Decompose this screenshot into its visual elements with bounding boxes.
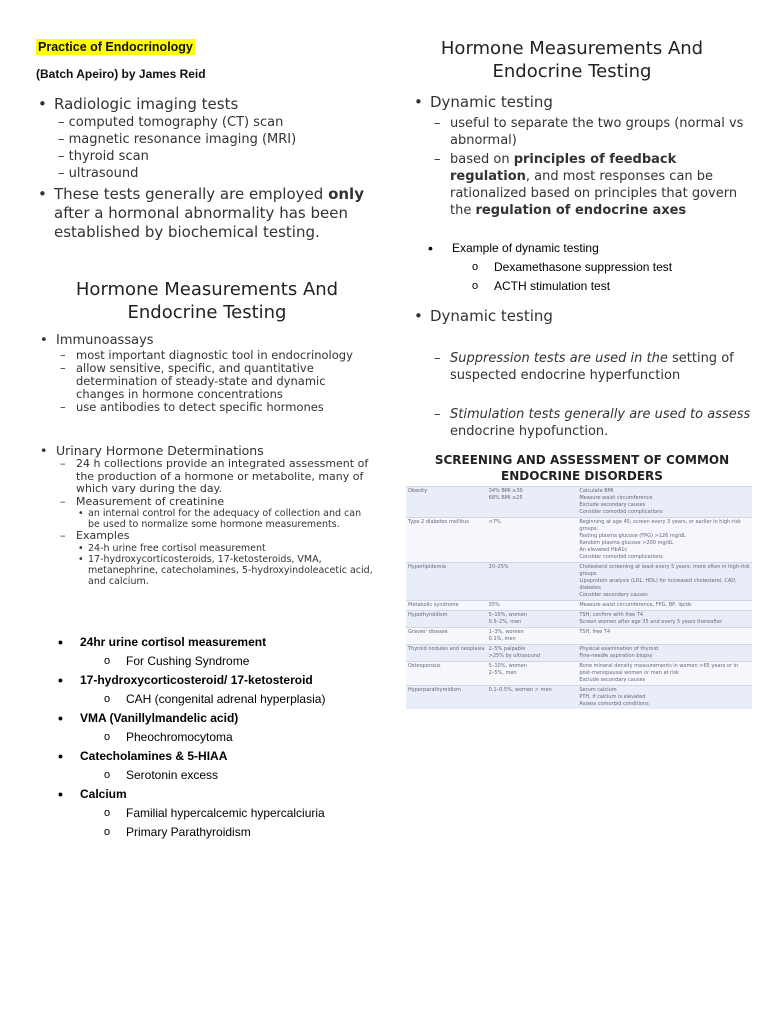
screening-disorder: Thyroid nodules and neoplasia	[408, 646, 485, 652]
urinary-bullet: • Urinary Hormone Determinations	[40, 443, 376, 458]
immunoassay-item: – use antibodies to detect specific hormones	[60, 400, 324, 414]
screening-strategy: Measure waist circumference, FPG, BP, lipids	[579, 602, 692, 608]
screening-prevalence: >7%	[488, 519, 501, 525]
screening-strategy: Calculate BMI Measure waist circumference Exclude secondary causes Consider comorbid complications	[579, 488, 663, 515]
dynamic-testing-slide	[414, 93, 754, 219]
notes-list	[34, 633, 380, 842]
screening-strategy: Beginning at age 45, screen every 3 years, or earlier in high-risk groups: Fasting plasma glucose (FPG) >126 mg/dL Random plasma glucose >200 mg/dL An elevated HbA1c Consider comorbid complications	[579, 519, 741, 560]
stimulation-item: – Stimulation tests generally are used to assess endocrine hypofunction.	[434, 407, 751, 439]
note-sub-item: o Pheochromocytoma	[34, 728, 380, 747]
immunoassay-section	[40, 332, 376, 414]
imaging-item: – ultrasound	[58, 166, 139, 181]
dynamic-testing-slide-2	[414, 307, 754, 440]
example-item: • 17-hydroxycorticosteroids, 17-ketosteroids, VMA, metanephrine, catecholamines, 5-hydroxyindoleacetic acid, and calcium.	[78, 553, 373, 587]
screening-prevalence: 2–5% palpable >25% by ultrasound	[488, 646, 541, 659]
screening-disorder: Graves' disease	[408, 629, 448, 635]
screening-disorder: Hyperparathyroidism	[408, 687, 461, 693]
imaging-note: • These tests generally are employed only after a hormonal abnormality has been established by biochemical testing.	[38, 185, 378, 242]
creatinine-sub: • an internal control for the adequacy of collection and can be used to normalize some hormone measurements.	[78, 508, 362, 530]
immunoassay-item: – allow sensitive, specific, and quantitative determination of steady-state and dynamic changes in hormone concentrations	[60, 361, 326, 401]
note-sub-item: o Primary Parathyroidism	[34, 823, 380, 842]
imaging-bullet: • Radiologic imaging tests	[38, 95, 378, 114]
note-item: • Calcium	[34, 785, 380, 804]
screening-strategy: Bone mineral density measurements in women >65 years or in post-menopausal women or men at risk Exclude secondary causes	[579, 663, 739, 683]
note-sub-item: o Serotonin excess	[34, 766, 380, 785]
document-subtitle: (Batch Apeiro) by James Reid	[36, 67, 206, 81]
imaging-item: – computed tomography (CT) scan	[58, 115, 284, 130]
example-test: o Dexamethasone suppression test	[402, 258, 742, 277]
screening-strategy: Serum calcium PTH, if calcium is elevated Assess comorbid conditions	[579, 687, 649, 707]
screening-disorder: Type 2 diabetes mellitus	[408, 519, 469, 525]
note-sub-item: o Familial hypercalcemic hypercalciuria	[34, 804, 380, 823]
screening-table	[406, 486, 752, 709]
imaging-slide	[38, 95, 378, 242]
slide-title-right: Hormone Measurements And Endocrine Testing	[440, 38, 704, 82]
document-title-text: Practice of Endocrinology	[38, 40, 193, 54]
screening-prevalence: 5–10%, women 0.5–2%, men	[488, 612, 527, 625]
screening-prevalence: 35%	[488, 602, 500, 608]
example-list	[402, 239, 742, 296]
screening-disorder: Hypothyroidism	[408, 612, 448, 618]
screening-row	[406, 487, 752, 518]
screening-row	[406, 686, 752, 710]
screening-strategy: Cholesterol screening at least every 5 years; more often in high-risk groups Lipoprotein analysis (LDL, HDL) for increased cholesterol, CAD, diabetes Consider secondary causes	[579, 564, 750, 598]
immunoassay-item: – most important diagnostic tool in endocrinology	[60, 348, 353, 362]
note-item: • VMA (Vanillylmandelic acid)	[34, 709, 380, 728]
screening-strategy: Physical examination of thyroid Fine-needle aspiration biopsy	[579, 646, 659, 659]
screening-prevalence: 5–10%, women 2–5%, men	[488, 663, 527, 676]
screening-strategy: TSH; confirm with free T4 Screen women after age 35 and every 5 years thereafter	[579, 612, 723, 625]
examples-label: – Examples	[60, 529, 130, 542]
dynamic-testing-bullet-2: • Dynamic testing	[414, 307, 754, 326]
screening-row	[406, 611, 752, 628]
example-item: • 24-h urine free cortisol measurement	[78, 542, 266, 554]
note-sub-item: o For Cushing Syndrome	[34, 652, 380, 671]
screening-row	[406, 662, 752, 686]
screening-row	[406, 645, 752, 662]
imaging-item: – magnetic resonance imaging (MRI)	[58, 132, 297, 147]
screening-prevalence: 20–25%	[488, 564, 509, 570]
dynamic-testing-bullet: • Dynamic testing	[414, 93, 754, 112]
immunoassay-bullet: • Immunoassays	[40, 332, 376, 349]
screening-table-title: SCREENING AND ASSESSMENT OF COMMON ENDOCRINE DISORDERS	[434, 453, 730, 483]
note-item: • Catecholamines & 5-HIAA	[34, 747, 380, 766]
slide-title-left: Hormone Measurements And Endocrine Testing	[75, 279, 339, 323]
screening-disorder: Obesity	[408, 488, 428, 494]
note-sub-item: o CAH (congenital adrenal hyperplasia)	[34, 690, 380, 709]
example-label: • Example of dynamic testing	[428, 240, 599, 256]
screening-row	[406, 563, 752, 601]
example-test: o ACTH stimulation test	[402, 277, 742, 296]
suppression-item: – Suppression tests are used in the setting of suspected endocrine hyperfunction	[434, 351, 734, 383]
urinary-section	[40, 443, 376, 587]
document-title	[36, 38, 195, 56]
screening-strategy: TSH, free T4	[579, 629, 611, 635]
screening-prevalence: 1–3%, women 0.1%, men	[488, 629, 524, 642]
screening-prevalence: 34% BMI ≥30 68% BMI ≥25	[488, 488, 523, 501]
screening-disorder: Osteoporosis	[408, 663, 441, 669]
screening-disorder: Metabolic syndrome	[408, 602, 459, 608]
urinary-item: – Measurement of creatinine	[60, 494, 225, 508]
imaging-item: – thyroid scan	[58, 149, 149, 164]
screening-row	[406, 518, 752, 563]
screening-disorder: Hyperlipidemia	[408, 564, 446, 570]
dynamic-item: – useful to separate the two groups (normal vs abnormal)	[434, 116, 744, 148]
screening-prevalence: 0.1–0.5%, women > men	[488, 687, 552, 693]
dynamic-item: – based on principles of feedback regulation, and most responses can be rationalized based on principles that govern the regulation of endocrine axes	[434, 152, 738, 218]
imaging-list	[38, 114, 378, 182]
note-item: • 17-hydroxycorticosteroid/ 17-ketosteroid	[34, 671, 380, 690]
urinary-item: – 24 h collections provide an integrated assessment of the production of a hormone or metabolite, many of which vary during the day.	[60, 457, 369, 495]
screening-row	[406, 601, 752, 611]
note-item: • 24hr urine cortisol measurement	[34, 633, 380, 652]
screening-row	[406, 628, 752, 645]
